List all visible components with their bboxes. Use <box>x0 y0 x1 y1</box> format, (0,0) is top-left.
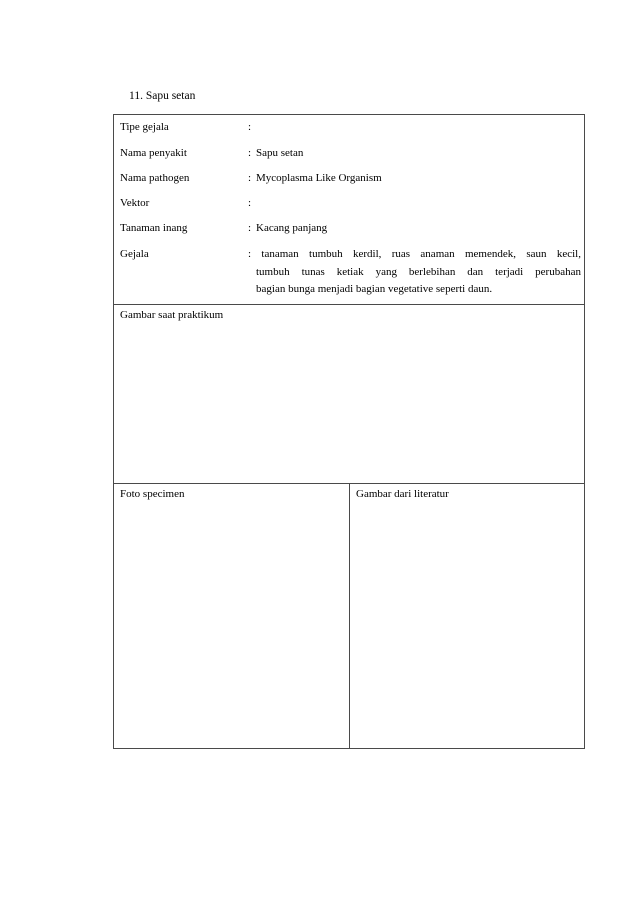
gejala-description <box>248 246 581 299</box>
observation-table <box>113 114 585 749</box>
info-row-tanaman-inang <box>120 220 578 236</box>
info-label: Tanaman inang <box>120 222 188 234</box>
info-row-nama-penyakit <box>120 145 578 161</box>
info-colon: : <box>248 121 252 133</box>
info-colon: : <box>248 147 252 159</box>
info-value: Mycoplasma Like Organism <box>256 172 382 184</box>
specimen-photo-label: Foto specimen <box>120 488 185 500</box>
info-label: Vektor <box>120 197 150 209</box>
info-colon: : <box>248 197 252 209</box>
info-row-nama-pathogen <box>120 170 578 186</box>
info-value: Sapu setan <box>256 147 304 159</box>
info-row-tipe-gejala <box>120 119 578 135</box>
info-label: Nama penyakit <box>120 147 187 159</box>
gejala-line: bagian bunga menjadi bagian vegetative seperti daun. <box>256 283 493 295</box>
info-label: Nama pathogen <box>120 172 190 184</box>
info-colon: : <box>248 222 252 234</box>
gejala-line: tumbuh tunas ketiak yang berlebihan dan terjadi perubahan <box>256 265 581 278</box>
specimen-photo-cell <box>114 484 350 748</box>
info-label: Gejala <box>120 248 149 260</box>
bottom-image-row <box>114 484 584 748</box>
disease-info-section <box>114 115 584 305</box>
gejala-line: : tanaman tumbuh kerdil, ruas anaman memendek, saun kecil, <box>248 248 581 260</box>
info-value: Kacang panjang <box>256 222 328 234</box>
info-label: Tipe gejala <box>120 121 169 133</box>
info-row-vektor <box>120 195 578 211</box>
practice-image-label: Gambar saat praktikum <box>120 309 224 321</box>
literature-image-label: Gambar dari literatur <box>356 488 449 500</box>
info-colon: : <box>248 172 252 184</box>
section-heading: 11. Sapu setan <box>129 90 196 102</box>
practice-image-cell <box>114 305 584 484</box>
literature-image-cell <box>350 484 584 748</box>
